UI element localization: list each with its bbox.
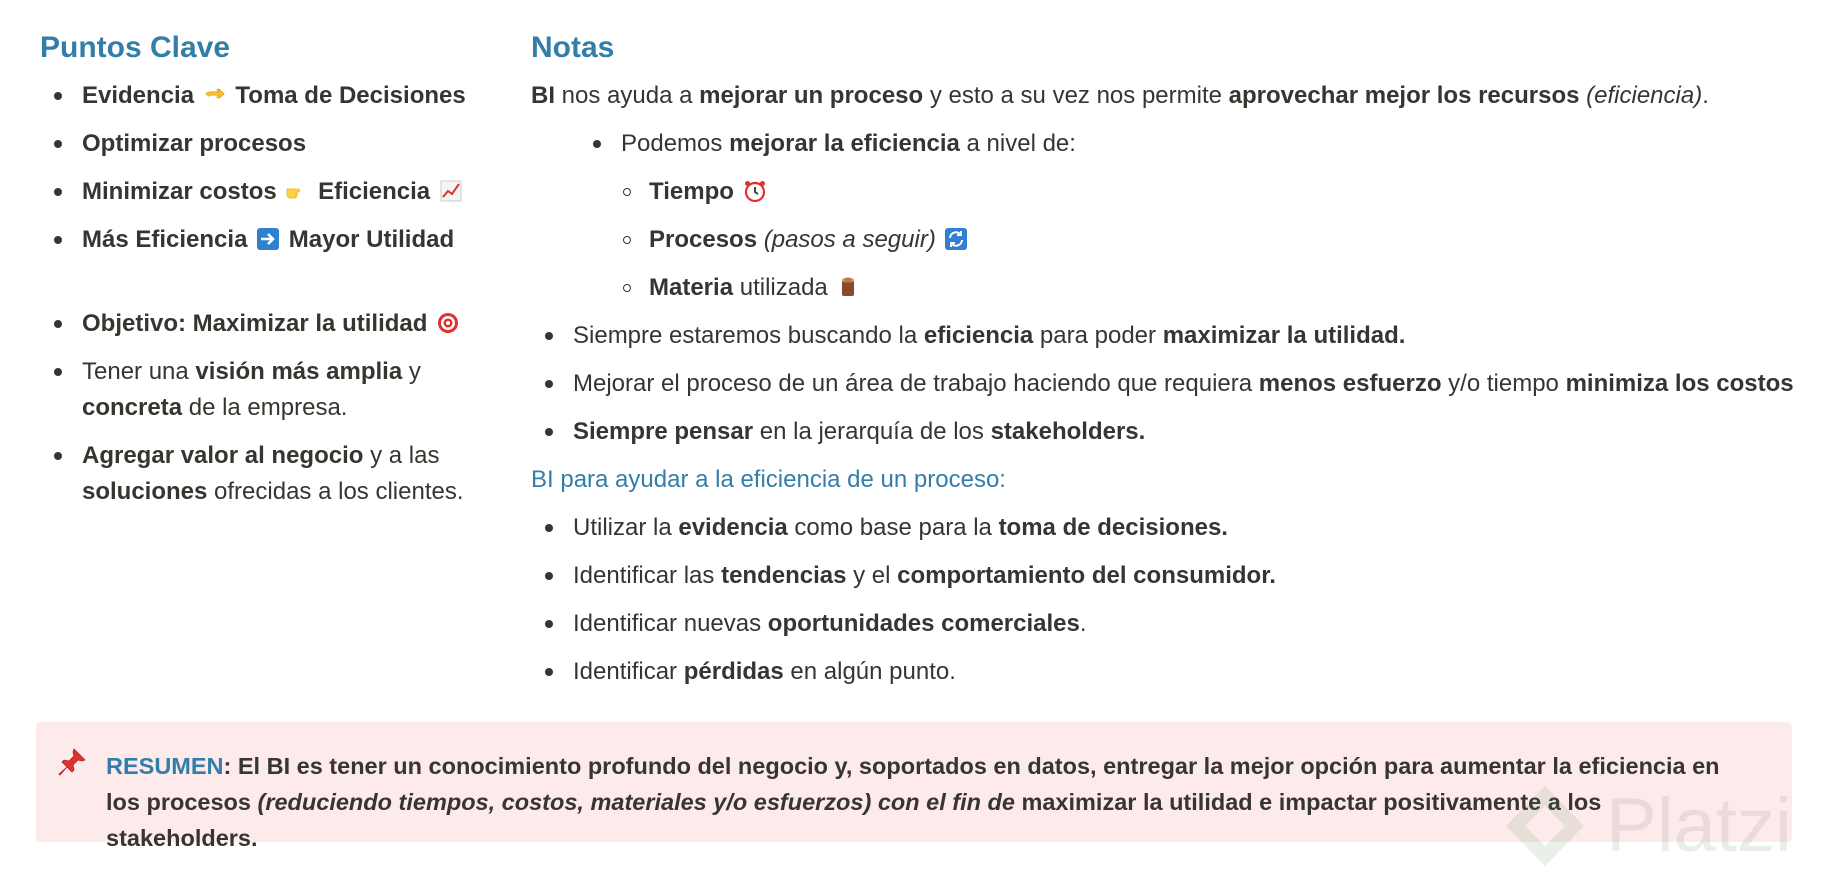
item-bold: Procesos: [649, 226, 758, 253]
item-bold: menos esfuerzo: [1258, 370, 1442, 397]
list-item: [531, 318, 1801, 354]
item-text: y a las: [363, 442, 440, 469]
item-bold: Tiempo: [649, 178, 734, 205]
item-bold: oportunidades comerciales: [767, 610, 1080, 637]
item-bold: Materia: [649, 274, 734, 301]
item-text: para poder: [1033, 322, 1163, 349]
list-item: [40, 354, 470, 426]
list-item: [531, 606, 1801, 642]
item-text: Tener una: [82, 358, 196, 385]
item-text: .: [1702, 82, 1709, 109]
item-text: utilizada: [733, 274, 828, 301]
item-text: Evidencia: [82, 82, 195, 109]
item-bold: toma de decisiones.: [998, 514, 1228, 541]
intro-paragraph: [531, 78, 1801, 114]
item-bold: minimiza los costos: [1565, 370, 1794, 397]
item-bold: evidencia: [678, 514, 788, 541]
item-text: .: [1079, 610, 1087, 637]
list-item: [531, 510, 1801, 546]
list-item: [621, 270, 1801, 306]
eficiencia-list: [579, 126, 1801, 162]
item-text: Siempre estaremos buscando la: [573, 322, 924, 349]
item-bold: concreta: [82, 394, 183, 421]
item-bold: visión más amplia: [195, 358, 403, 385]
handshake-pointing-icon: [203, 83, 227, 107]
resumen-label: RESUMEN: [106, 753, 224, 779]
chart-increasing-icon: [439, 179, 463, 203]
bi-eficiencia-list: [531, 510, 1801, 690]
item-bold: soluciones: [82, 478, 208, 505]
item-text: Objetivo: Maximizar la utilidad: [82, 310, 428, 337]
puntos-clave-list-2: [40, 306, 470, 510]
puntos-clave-list: [40, 78, 470, 258]
item-bold: mejorar la eficiencia: [729, 130, 960, 157]
item-text: Eficiencia: [318, 178, 431, 205]
item-text: a nivel de:: [959, 130, 1076, 157]
item-bold: Agregar valor al negocio: [82, 442, 364, 469]
right-arrow-icon: [256, 227, 280, 251]
platzi-watermark: [1500, 780, 1822, 872]
item-text: y: [402, 358, 421, 385]
item-bold: aprovechar mejor los recursos: [1228, 82, 1580, 109]
repeat-arrows-icon: [944, 227, 968, 251]
spacer: [40, 270, 470, 306]
list-item: [40, 126, 470, 162]
item-bold: eficiencia: [923, 322, 1034, 349]
item-text: y el: [846, 562, 898, 589]
wood-log-icon: [836, 275, 860, 299]
list-item: [40, 306, 470, 342]
puntos-clave-column: [40, 26, 470, 522]
item-bold: tendencias: [721, 562, 847, 589]
item-text: y/o tiempo: [1441, 370, 1566, 397]
item-bold: maximizar la utilidad e impactar positivamente a los stakeholders.: [106, 789, 1602, 851]
item-bold: comportamiento del consumidor.: [897, 562, 1276, 589]
platzi-wordmark: Platzi: [1606, 783, 1792, 868]
notas-list: [531, 318, 1801, 450]
item-text: Toma de Decisiones: [235, 82, 466, 109]
list-item: [40, 78, 470, 114]
list-item: [40, 438, 470, 510]
item-bold: : El BI es tener un conocimiento profundo del negocio y, soportados en datos, entregar la mejor opción para aumentar la eficiencia en los procesos: [106, 753, 1720, 815]
nivel-list: [621, 174, 1801, 306]
item-italic: (reduciendo tiempos, costos, materiales y/o esfuerzos) con el fin de: [250, 789, 1015, 815]
item-text: en la jerarquía de los: [753, 418, 991, 445]
item-bold: mejorar un proceso: [699, 82, 924, 109]
list-item: [531, 414, 1801, 450]
list-item: [621, 222, 1801, 258]
pushpin-icon: [56, 746, 88, 778]
item-text: Optimizar procesos: [82, 130, 307, 157]
notas-heading: Notas: [531, 31, 615, 64]
item-bold: pérdidas: [683, 658, 784, 685]
puntos-clave-heading: Puntos Clave: [40, 31, 231, 64]
list-item: [579, 126, 1801, 162]
item-italic: (pasos a seguir): [757, 226, 936, 253]
item-text: y esto a su vez nos permite: [923, 82, 1229, 109]
list-item: [531, 558, 1801, 594]
item-bold: maximizar la utilidad.: [1162, 322, 1406, 349]
item-text: en algún punto.: [783, 658, 956, 685]
item-italic: (eficiencia): [1579, 82, 1703, 109]
list-item: [40, 222, 470, 258]
list-item: [621, 174, 1801, 210]
list-item: [40, 174, 470, 210]
item-text: como base para la: [787, 514, 999, 541]
list-item: [531, 366, 1801, 402]
item-bold: Siempre pensar: [573, 418, 754, 445]
item-bold: stakeholders.: [990, 418, 1146, 445]
item-bold: BI: [531, 82, 555, 109]
pointing-hand-icon: [285, 179, 309, 203]
item-text: Podemos: [621, 130, 730, 157]
notas-column: [531, 26, 1801, 702]
item-text: Identificar: [573, 658, 684, 685]
item-text: de la empresa.: [182, 394, 348, 421]
item-text: Más Eficiencia: [82, 226, 248, 253]
item-text: Mayor Utilidad: [288, 226, 455, 253]
platzi-logo: [1500, 780, 1590, 872]
item-text: Identificar las: [573, 562, 722, 589]
item-text: Utilizar la: [573, 514, 679, 541]
item-text: ofrecidas a los clientes.: [207, 478, 464, 505]
list-item: [531, 654, 1801, 690]
item-text: Minimizar costos: [82, 178, 277, 205]
bi-eficiencia-subheading: BI para ayudar a la eficiencia de un proceso:: [531, 466, 1006, 493]
item-text: Identificar nuevas: [573, 610, 768, 637]
item-text: nos ayuda a: [555, 82, 700, 109]
alarm-clock-icon: [743, 179, 767, 203]
item-text: Mejorar el proceso de un área de trabajo haciendo que requiera: [573, 370, 1259, 397]
target-icon: [436, 311, 460, 335]
